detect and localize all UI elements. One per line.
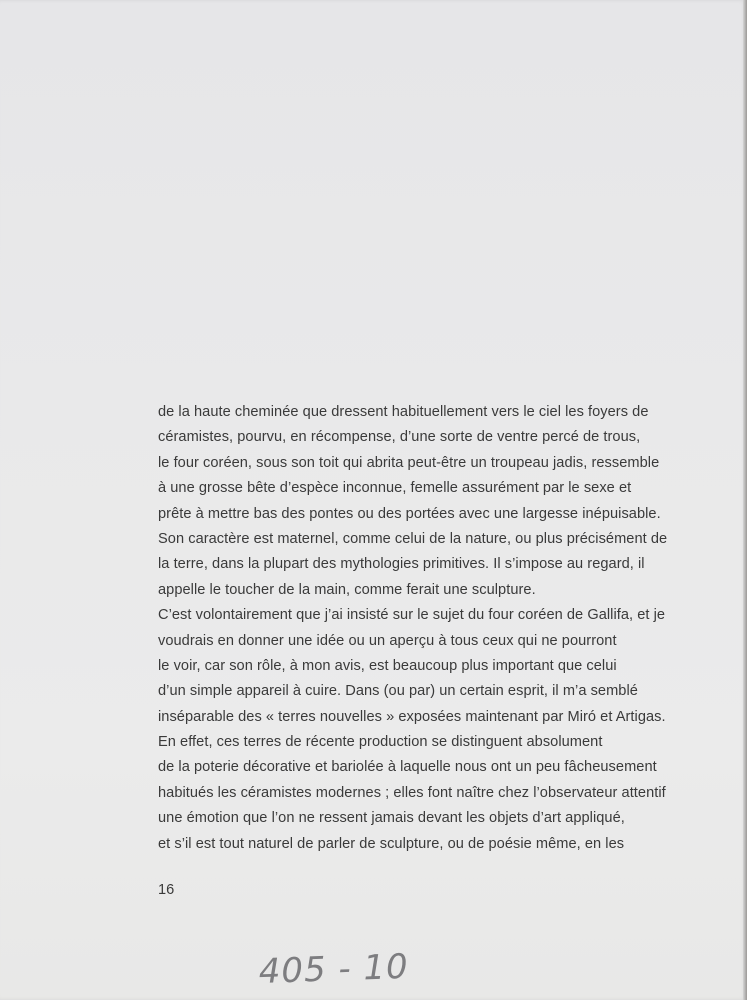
text-line: de la haute cheminée que dressent habituellement vers le ciel les foyers de [158,404,649,420]
text-line: le voir, car son rôle, à mon avis, est beaucoup plus important que celui [158,657,617,674]
text-line: à une grosse bête d’espèce inconnue, femelle assurément par le sexe et [158,480,632,497]
text-line: C’est volontairement que j’ai insisté sur le sujet du four coréen de Gallifa, et je [158,607,666,624]
text-line: En effet, ces terres de récente production se distinguent absolument [158,734,603,751]
text-line: céramistes, pourvu, en récompense, d’une sorte de ventre percé de trous, [158,429,641,446]
text-line: inséparable des « terres nouvelles » exposées maintenant par Miró et Artigas. [158,708,666,725]
text-line: et s’il est tout naturel de parler de sculpture, ou de poésie même, en les [158,835,625,852]
page-number: 16 [158,882,175,898]
text-line: le four coréen, sous son toit qui abrita peut-être un troupeau jadis, ressemble [158,454,660,471]
page-edge [743,0,747,1000]
text-line: une émotion que l’on ne ressent jamais devant les objets d’art appliqué, [158,810,625,827]
body-text [158,400,698,857]
text-line: prête à mettre bas des pontes ou des portées avec une largesse inépuisable. [158,505,661,522]
text-line: de la poterie décorative et bariolée à laquelle nous ont un peu fâcheusement [158,759,657,776]
text-line: la terre, dans la plupart des mythologies primitives. Il s’impose au regard, il [158,556,645,573]
text-line: Son caractère est maternel, comme celui de la nature, ou plus précisément de [158,530,668,547]
text-line: habitués les céramistes modernes ; elles font naître chez l’observateur attentif [158,784,666,801]
text-line: d’un simple appareil à cuire. Dans (ou par) un certain esprit, il m’a semblé [158,683,638,700]
text-line: voudrais en donner une idée ou un aperçu à tous ceux qui ne pourront [158,632,617,649]
text-line: appelle le toucher de la main, comme ferait une sculpture. [158,581,536,598]
handwritten-note: 405 - 10 [258,946,410,992]
